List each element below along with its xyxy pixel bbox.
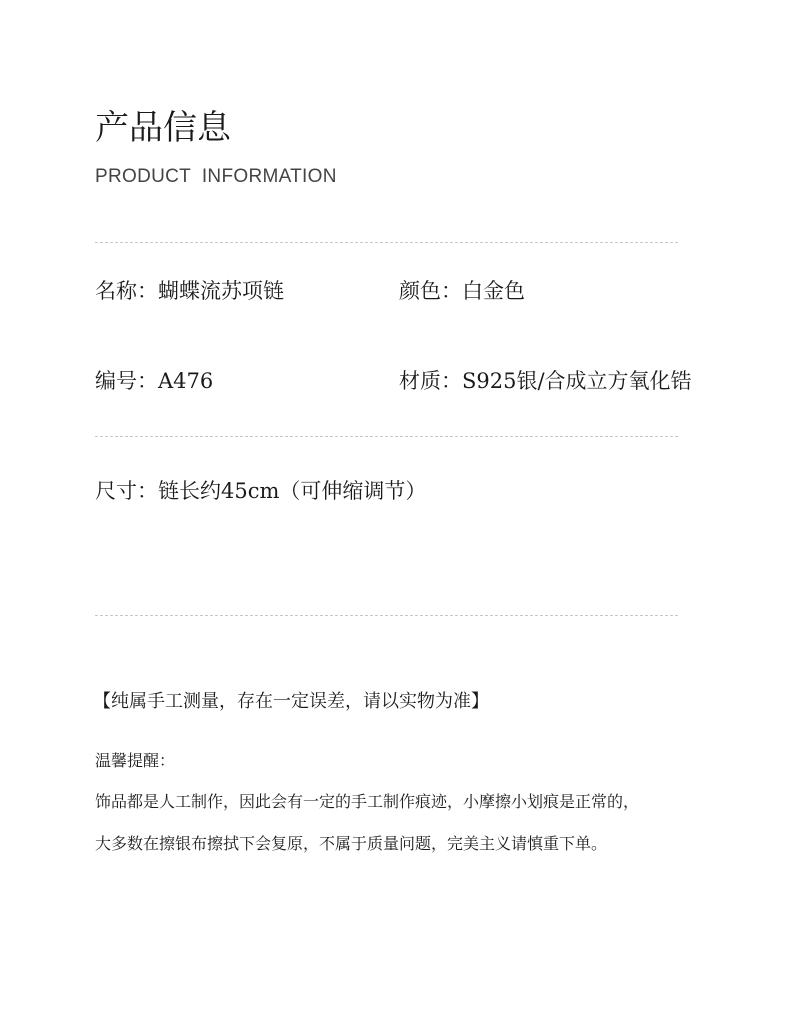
product-size: 尺寸：链长约45cm（可伸缩调节） (95, 479, 427, 503)
reminder-line: 饰品都是人工制作，因此会有一定的手工制作痕迹，小摩擦小划痕是正常的， (95, 792, 640, 811)
reminder-title: 温馨提醒： (95, 751, 176, 770)
page-title: 产品信息 (95, 108, 231, 148)
divider (95, 615, 678, 616)
measurement-note: 【纯属手工测量，存在一定误差，请以实物为准】 (93, 691, 489, 712)
product-name: 名称：蝴蝶流苏项链 (95, 279, 284, 303)
divider (95, 242, 678, 243)
divider (95, 436, 678, 437)
page-subtitle: PRODUCT INFORMATION (95, 166, 337, 187)
product-color: 颜色：白金色 (399, 279, 525, 303)
product-code: 编号：A476 (95, 369, 214, 393)
product-material: 材质：S925银/合成立方氧化锆 (399, 369, 692, 393)
reminder-line: 大多数在擦银布擦拭下会复原，不属于质量问题，完美主义请慎重下单。 (95, 834, 608, 853)
